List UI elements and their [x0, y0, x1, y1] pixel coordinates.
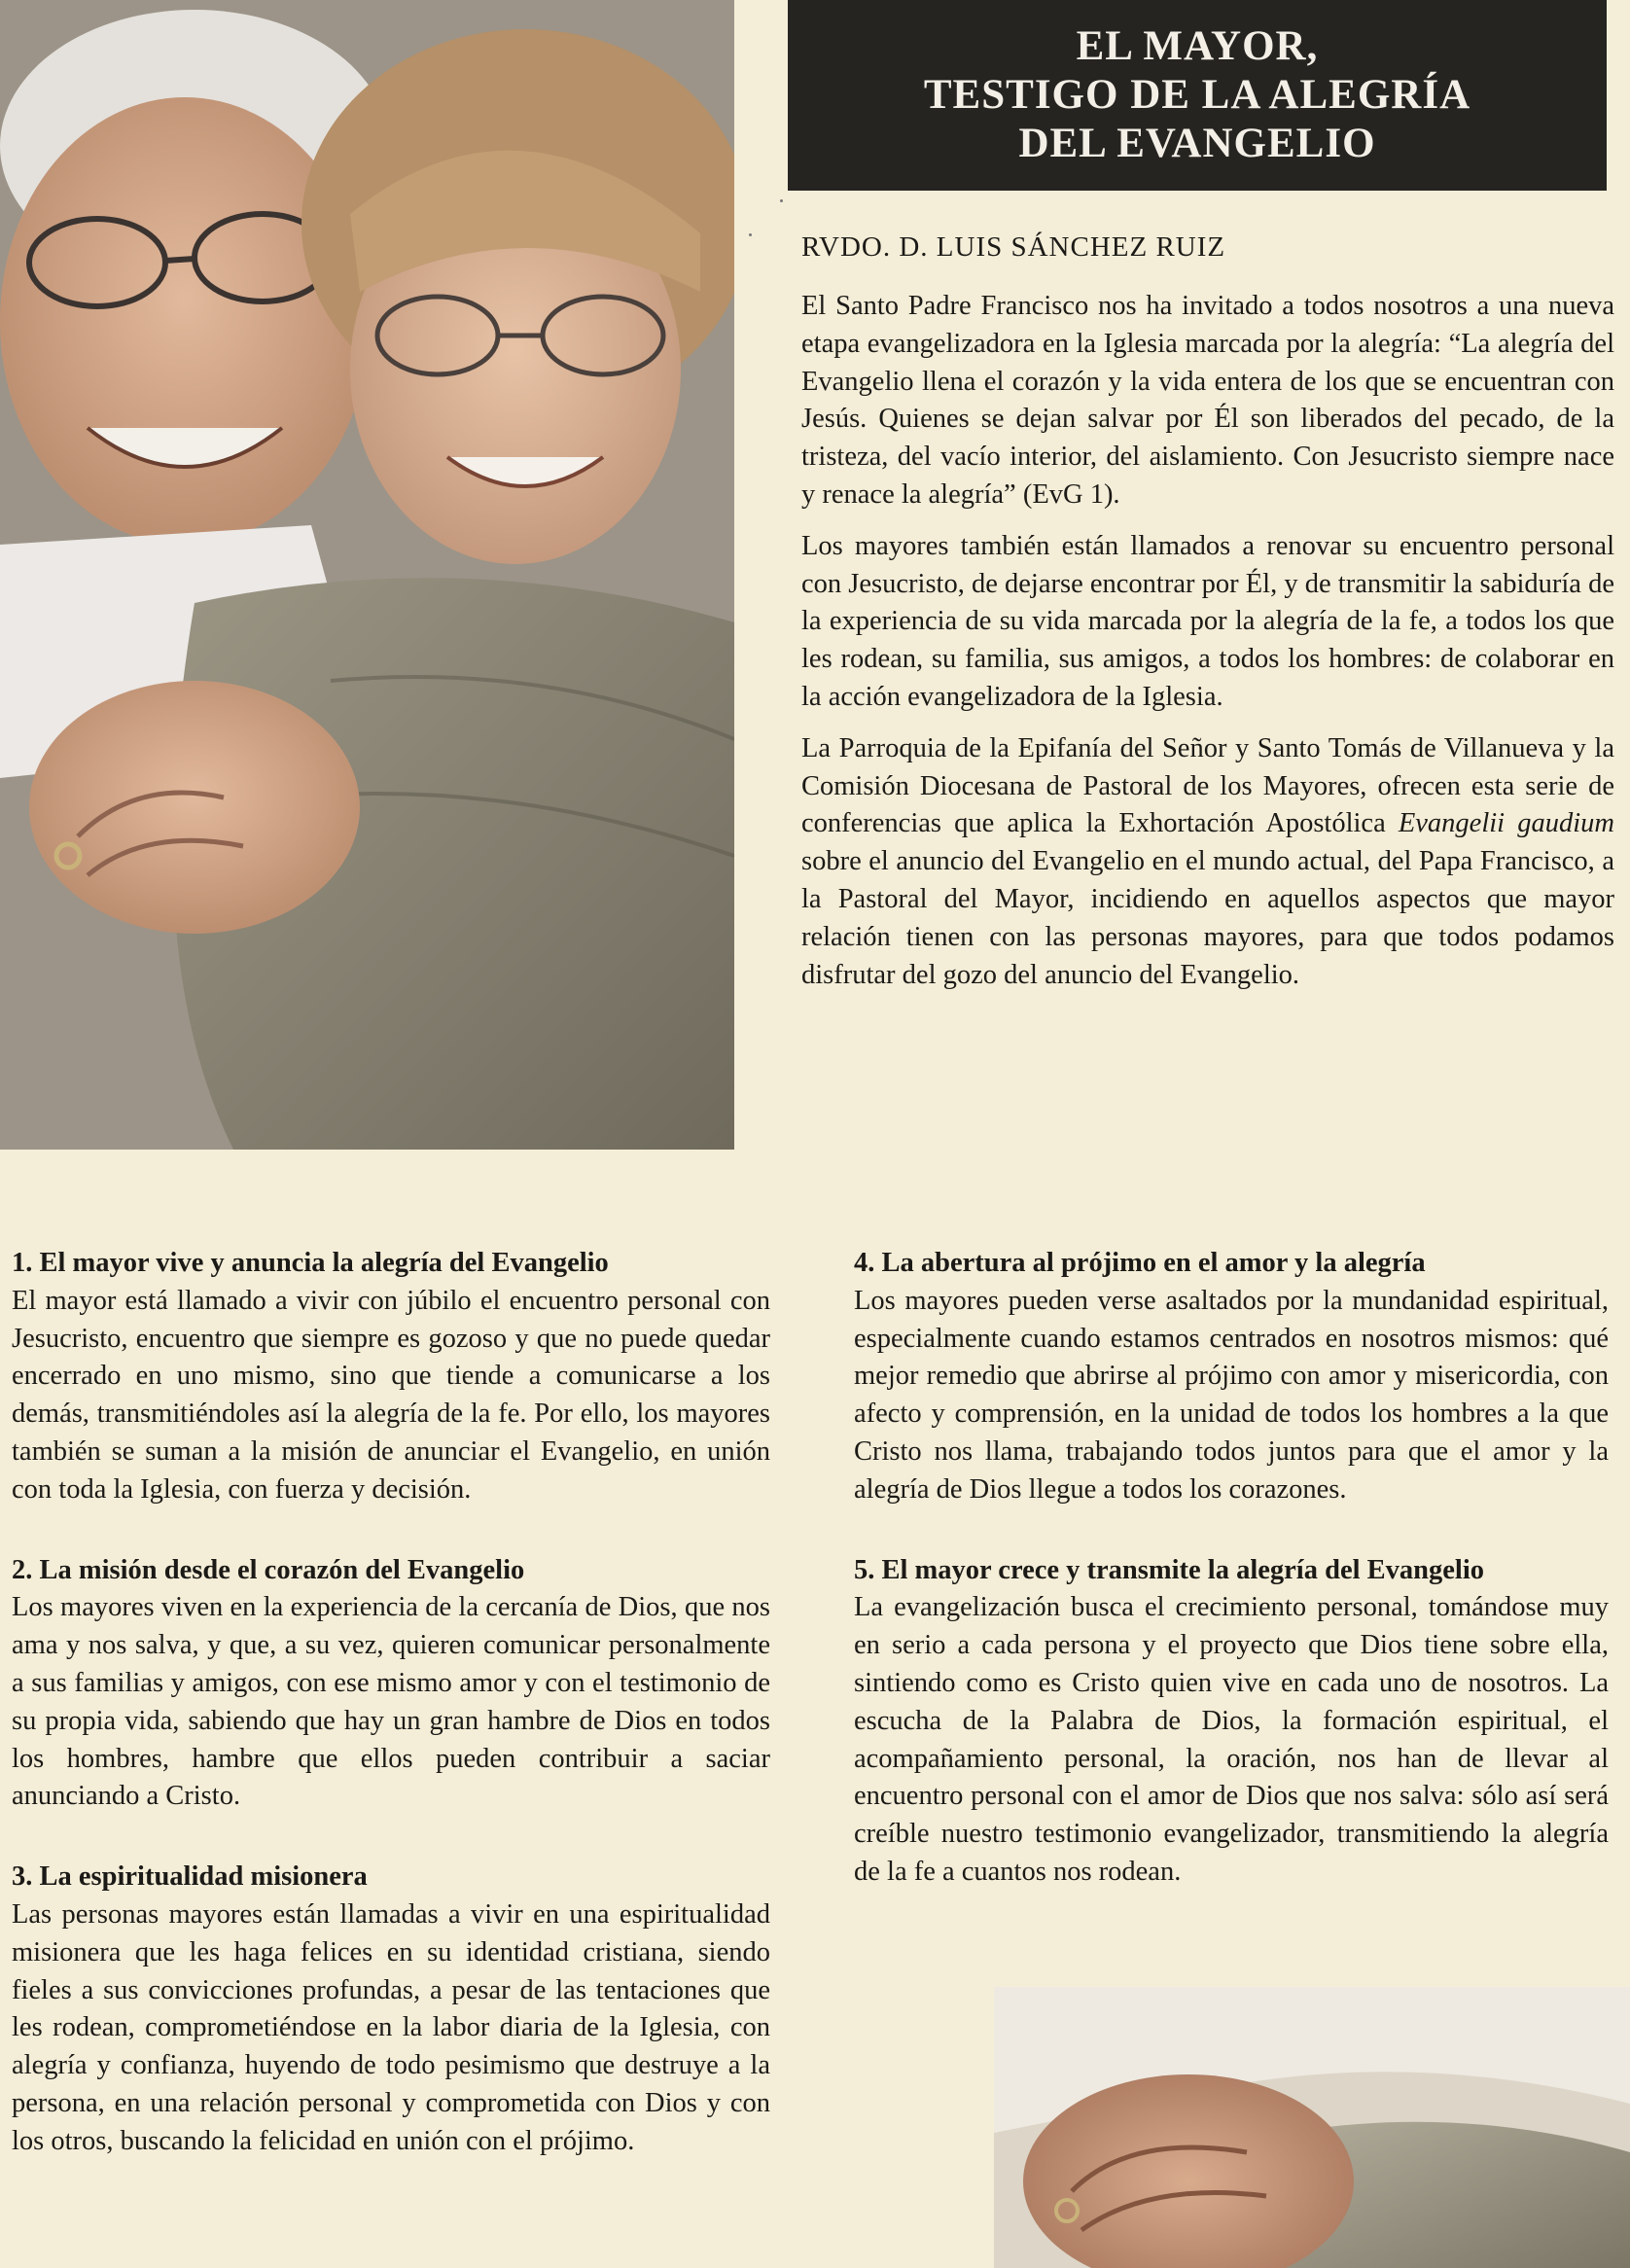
section-body: Las personas mayores están llamadas a vivir en una espiritualidad misionera que les haga felices en su identidad cristiana, siendo fieles a sus convicciones profundas, a pesar de las tentaciones que les rodean, comprometiéndose en la labor diaria de la Iglesia, con alegría y confianza, huyendo de todo pesimismo que destruye a la persona, en una relación personal y comprometida con Dios y con los otros, buscando la felicidad en unión con el prójimo. — [12, 1898, 770, 2156]
section-heading: 3. La espiritualidad misionera — [12, 1861, 368, 1893]
title-line-2: TESTIGO DE LA ALEGRÍA — [923, 72, 1471, 118]
hands-illustration — [994, 1987, 1630, 2268]
intro-text — [801, 288, 1614, 1008]
couple-illustration — [0, 0, 734, 1150]
section-heading: 2. La misión desde el corazón del Evangelio — [12, 1554, 525, 1585]
right-column — [854, 1245, 1609, 1934]
section-heading: 5. El mayor crece y transmite la alegría del Evangelio — [854, 1554, 1484, 1585]
article-title-box — [788, 0, 1607, 191]
document-title-italic: Evangelii gaudium — [1398, 808, 1614, 839]
speck — [780, 199, 783, 202]
couple-photo — [0, 0, 734, 1150]
section-body: El mayor está llamado a vivir con júbilo el encuentro personal con Jesucristo, encuentro que siempre es gozoso y que no puede quedar encerrado en uno mismo, sino que tiende a comunicarse a los demás, transmitiéndoles así la alegría de la fe. Por ello, los mayores también se suman a la misión de anunciar el Evangelio, en unión con toda la Iglesia, con fuerza y decisión. — [12, 1285, 770, 1505]
intro-paragraph-3 — [801, 730, 1614, 995]
section-1 — [12, 1245, 770, 1509]
hands-photo — [994, 1987, 1630, 2268]
speck — [749, 233, 752, 236]
section-3 — [12, 1859, 770, 2160]
intro-paragraph-3-end: sobre el anuncio del Evangelio en el mundo actual, del Papa Francisco, a la Pastoral del Mayor, incidiendo en aquellos aspectos que mayor relación tienen con las personas mayores, para que todos podamos disfrutar del gozo del anuncio del Evangelio. — [801, 846, 1614, 990]
section-2 — [12, 1552, 770, 1817]
section-body: Los mayores pueden verse asaltados por la mundanidad espiritual, especialmente cuando estamos centrados en nosotros mismos: qué mejor remedio que abrirse al prójimo con amor y misericordia, con afecto y comprensión, en la unidad de todos los hombres a la que Cristo nos llama, trabajando todos juntos para que el amor y la alegría de Dios llegue a todos los corazones. — [854, 1285, 1609, 1505]
section-body: La evangelización busca el crecimiento personal, tomándose muy en serio a cada persona y el proyecto que Dios tiene sobre ella, sintiendo como es Cristo quien vive en cada uno de nosotros. La escucha de la Palabra de Dios, la formación espiritual, el acompañamiento personal, la oración, nos han de llevar al encuentro personal con el amor de Dios que nos salva: sólo así será creíble nuestro testimonio evangelizador, transmitiendo la alegría de la fe a cuantos nos rodean. — [854, 1592, 1609, 1887]
intro-paragraph-2: Los mayores también están llamados a renovar su encuentro personal con Jesucristo, de dejarse encontrar por Él, y de transmitir la sabiduría de la experiencia de su vida marcada por la alegría de la fe, a todos los que les rodean, su familia, sus amigos, a todos los hombres: de colaborar en la acción evangelizadora de la Iglesia. — [801, 530, 1614, 712]
section-heading: 4. La abertura al prójimo en el amor y la alegría — [854, 1248, 1426, 1278]
section-4 — [854, 1245, 1609, 1509]
intro-paragraph-3-start: La Parroquia de la Epifanía del Señor y Santo Tomás de Villanueva y la Comisión Diocesana de Pastoral de los Mayores, ofrecen esta serie de conferencias que aplica la Exhortación Apostólica — [801, 732, 1614, 839]
section-body: Los mayores viven en la experiencia de la cercanía de Dios, que nos ama y nos salva, y que, a su vez, quieren comunicar personalmente a sus familias y amigos, con ese mismo amor y con el testimonio de su propia vida, sabiendo que hay un gran hambre de Dios en todos los hombres, hambre que ellos pueden contribuir a saciar anunciando a Cristo. — [12, 1592, 770, 1812]
section-5 — [854, 1552, 1609, 1892]
title-line-3: DEL EVANGELIO — [1018, 121, 1376, 166]
section-heading: 1. El mayor vive y anuncia la alegría del Evangelio — [12, 1248, 609, 1278]
author-byline: RVDO. D. LUIS SÁNCHEZ RUIZ — [801, 231, 1226, 263]
intro-paragraph-1: El Santo Padre Francisco nos ha invitado a todos nosotros a una nueva etapa evangelizadora en la Iglesia marcada por la alegría: “La alegría del Evangelio llena el corazón y la vida entera de los que se encuentran con Jesús. Quienes se dejan salvar por Él son liberados del pecado, de la tristeza, del vacío interior, del aislamiento. Con Jesucristo siempre nace y renace la alegría” (EvG 1). — [801, 291, 1614, 510]
title-line-1: EL MAYOR, — [1076, 23, 1319, 69]
left-column — [12, 1245, 770, 2204]
